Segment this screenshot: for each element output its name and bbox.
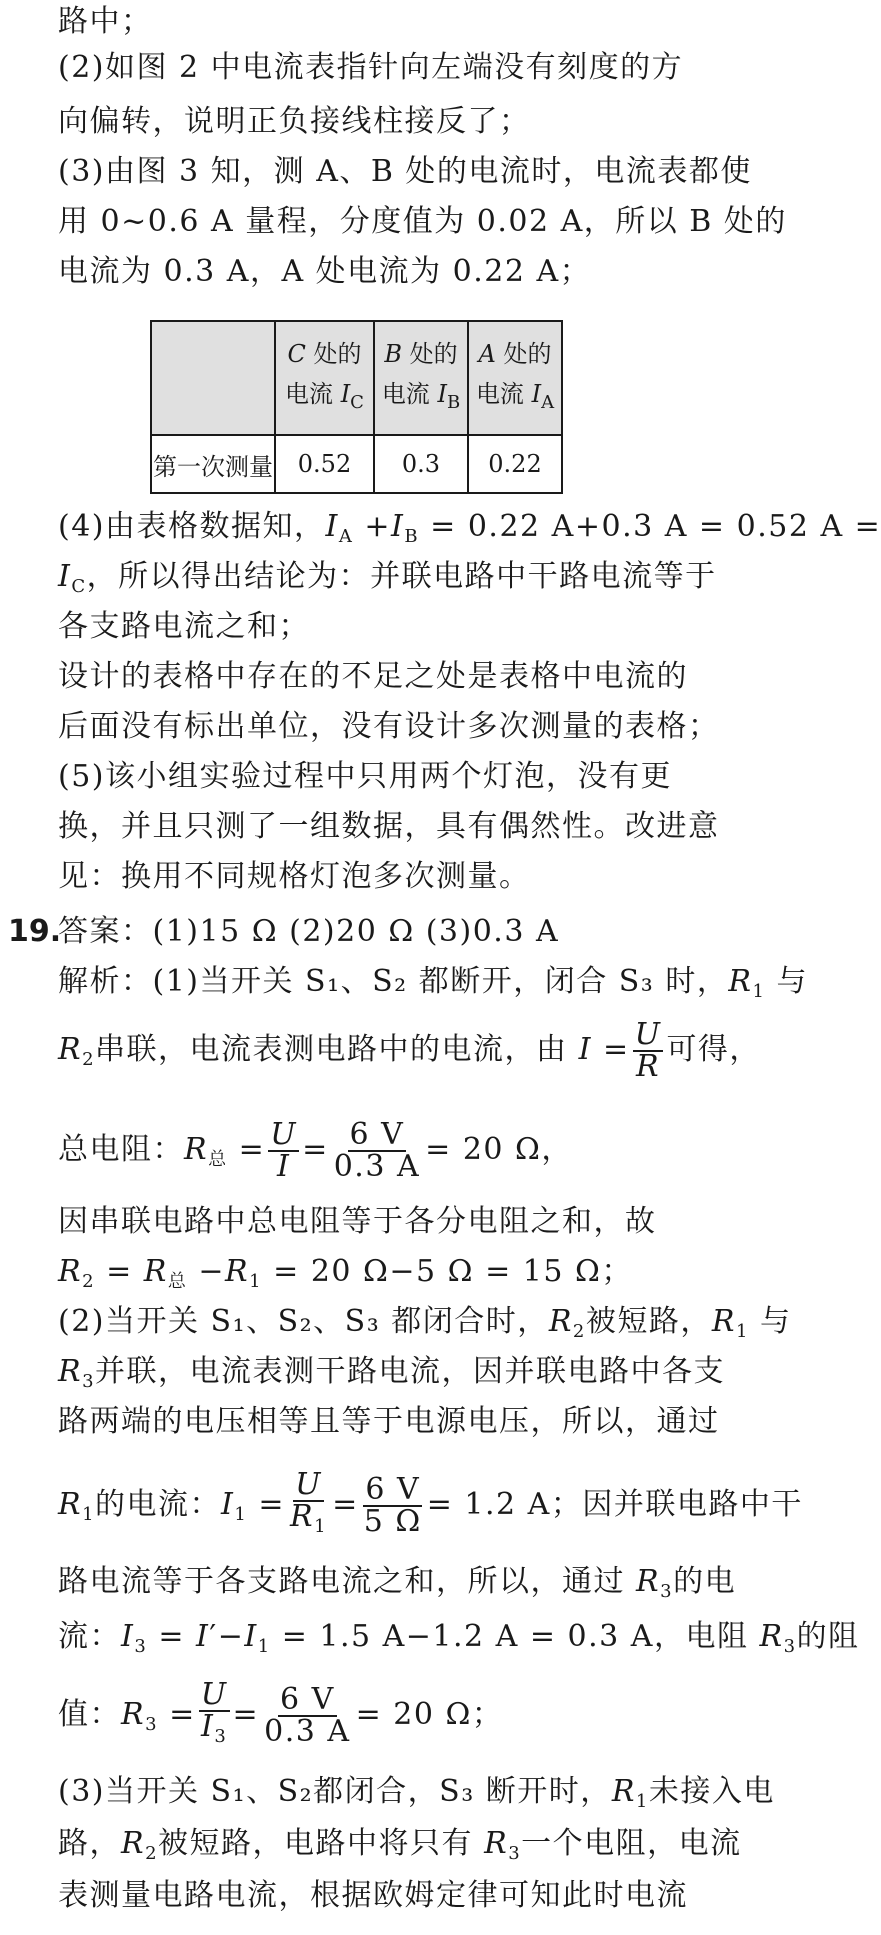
text-line: 路，$R_2$被短路，电路中将只有 $R_3$一个电阻，电流 [58,1826,742,1864]
text-line: 用 0~0.6 A 量程，分度值为 0.02 A，所以 B 处的 [58,204,787,239]
text-line: $R_3$并联，电流表测干路电流，因并联电路中各支 [58,1354,726,1392]
text-line: 电流为 0.3 A，A 处电流为 0.22 A； [58,254,592,289]
table-row [151,435,562,493]
text-line: 见：换用不同规格灯泡多次测量。 [58,859,531,894]
table-header-a: A 处的 电流 $I_A$ [468,321,562,435]
text-line: 因串联电路中总电阻等于各分电阻之和，故 [58,1204,657,1239]
text-line: $R_2$串联，电流表测电路中的电流，由 I = $\frac{U}{R}$ 可得， [58,1017,761,1084]
table-row-label: 第一次测量 [151,435,275,493]
table-header-b: B 处的 电流 $I_B$ [374,321,468,435]
text-line: 路中； [58,4,153,39]
text-line: 解析：(1)当开关 S₁、S₂ 都断开，闭合 S₃ 时，$R_1$ 与 [58,964,808,1002]
text-line: 流：$I_3 = I'-I_1 = 1.5$ A−1.2 A = 0.3 A，电阻 $R_3$的阻 [58,1619,860,1657]
fraction: $\frac{U}{R}$ [634,1017,662,1084]
text-line: 表测量电路电流，根据欧姆定律可知此时电流 [58,1878,688,1913]
text-line: 换，并且只测了一组数据，具有偶然性。改进意 [58,809,720,844]
fraction: $\frac{U}{R_1}$ [290,1467,328,1537]
fraction: $\frac{U}{I_3}$ [200,1677,228,1747]
text-line: (2)当开关 S₁、S₂、S₃ 都闭合时，$R_2$被短路，$R_1$ 与 [58,1304,792,1342]
text-line: (4)由表格数据知，$I_A +I_B = 0.22$ A+0.3 A = 0.52 A = [58,509,881,547]
text-line: 设计的表格中存在的不足之处是表格中电流的 [58,659,688,694]
fraction: $\frac{6 V}{0.3 A}$ [333,1117,421,1184]
table-cell: 0.52 [275,435,374,493]
table-cell: 0.22 [468,435,562,493]
text-line: 向偏转，说明正负接线柱接反了； [58,104,531,139]
table-header-empty [151,321,275,435]
text-line: $I_C$，所以得出结论为：并联电路中干路电流等于 [58,559,717,597]
text-line: (5)该小组实验过程中只用两个灯泡，没有更 [58,759,672,794]
text-line: 路电流等于各支路电流之和，所以，通过 $R_3$的电 [58,1564,737,1602]
answer-line: 答案：(1)15 Ω (2)20 Ω (3)0.3 A [58,914,560,949]
text-line: $R_1$的电流：$I_1$ = $\frac{U}{R_1}$ = $\frac{6 V}{5 \Omega}$ = 1.2 A；因并联电路中干 [58,1470,803,1542]
text-line: $R_2 = R_总 -R_1 = 20$ Ω−5 Ω = 15 Ω； [58,1254,633,1292]
current-table [150,320,563,494]
fraction: $\frac{U}{I}$ [270,1117,298,1184]
text-line: 各支路电流之和； [58,609,310,644]
table-header-c: C 处的 电流 $I_C$ [275,321,374,435]
text-line: 值：$R_3$ = $\frac{U}{I_3}$ = $\frac{6 V}{0.3 A}$ = 20 Ω； [58,1680,503,1752]
fraction: $\frac{6 V}{0.3 A}$ [264,1682,351,1749]
text-line: 总电阻：$R_总$ = $\frac{U}{I}$ = $\frac{6 V}{0.3 A}$ = 20 Ω， [58,1117,573,1184]
text-line: (3)当开关 S₁、S₂都闭合，S₃ 断开时，$R_1$未接入电 [58,1774,775,1812]
table-cell: 0.3 [374,435,468,493]
table-row [151,321,562,435]
fraction: $\frac{6 V}{5 \Omega}$ [363,1472,422,1539]
text-line: (2)如图 2 中电流表指针向左端没有刻度的方 [58,50,684,85]
text-line: 路两端的电压相等且等于电源电压，所以，通过 [58,1404,720,1439]
question-number: 19. [8,914,62,949]
text-line: (3)由图 3 知，测 A、B 处的电流时，电流表都使 [58,154,752,189]
text-line: 后面没有标出单位，没有设计多次测量的表格； [58,709,720,744]
